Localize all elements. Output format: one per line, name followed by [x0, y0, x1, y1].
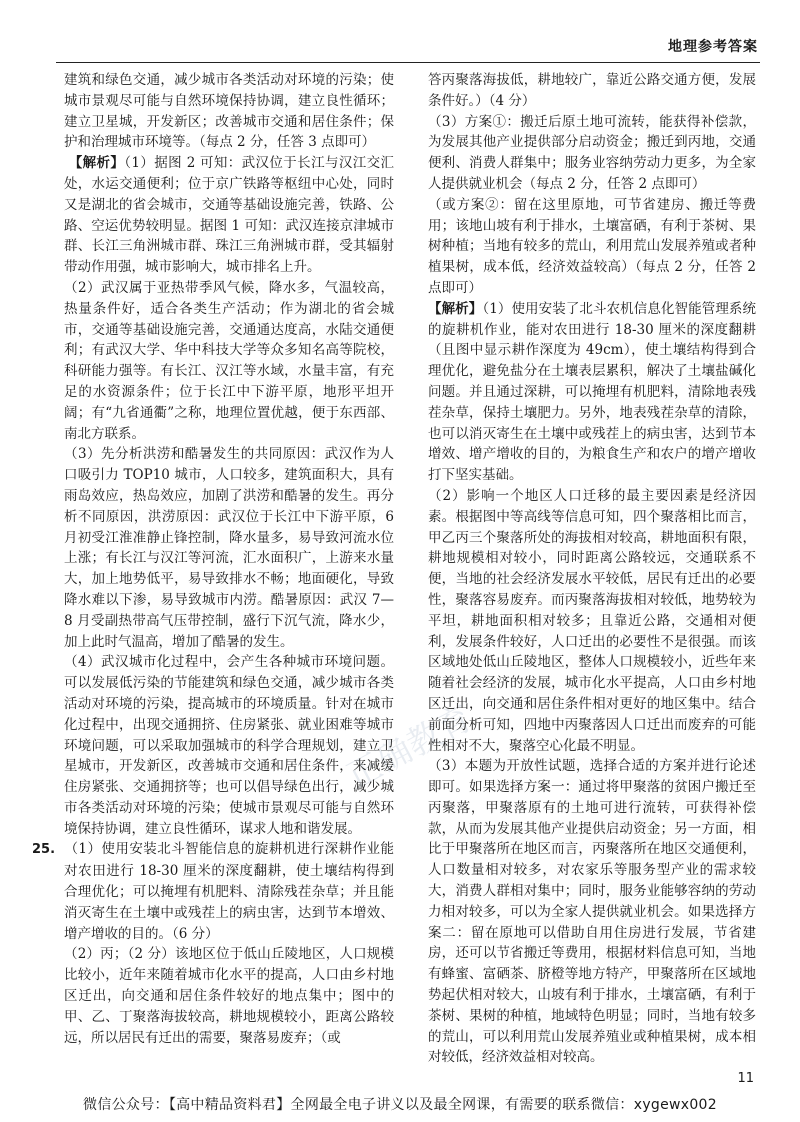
paragraph: （2）影响一个地区人口迁移的最主要因素是经济因素。根据图中等高线等信息可知，四个聚落相比而言，甲乙丙三个聚落所处的海拔相对较高，耕地面积有限，耕地规模相对较小，同时距离公路较远，交通联系不便，当地的社会经济发展水平较低，居民有迁出的必要性，聚落容易废弃。而丙聚落海拔相对较低，地势较为平坦，耕地面积相对较多；且靠近公路，交通相对便利，发展条件较好，人口迁出的必要性不是很强。而该区域地处低山丘陵地区，整体人口规模较小，近些年来随着社会经济的发展，城市化水平提高，人口由乡村地区迁出，向交通和居住条件相对更好的地区集中。结合前面分析可知，四地中丙聚落因人口迁出而废弃的可能性相对不大，聚落空心化最不明显。: [428, 487, 756, 754]
header-rule: [56, 62, 760, 63]
paragraph: 建筑和绿色交通，减少城市各类活动对环境的污染；使城市景观尽可能与自然环境保持协调，建立良性循环；建立卫星城，开发新区；改善城市交通和居住条件；保护和治理城市环境等。（每点 2 分，任答 3 点即可）: [64, 72, 394, 151]
paragraph: 答丙聚落海拔低，耕地较广，靠近公路交通方便，发展条件好。）（4 分）: [428, 72, 756, 109]
header-title: 地理参考答案: [668, 39, 758, 55]
paragraph: （3）本题为开放性试题，选择合适的方案并进行论述即可。如果选择方案一：通过将甲聚落的贫困户搬迁至丙聚落，甲聚落原有的土地可进行流转，可获得补偿款，从而为发展其他产业提供启动资金；另一方面，相比于甲聚落所在地区而言，丙聚落所在地区交通便利，人口数量相对较多，对农家乐等服务型产业的需求较大，消费人群相对集中；同时，服务业能够容纳的劳动力相对较多，可以为全家人提供就业机会。如果选择方案二：留在原地可以借助自用住房进行发展，节省建房，还可以节省搬迁等费用，根据材料信息可知，当地有蜂蜜、富硒茶、脐橙等地方特产，甲聚落所在区域地势起伏相对较大，山坡有利于排水，土壤富硒，有利于茶树、果树的种植，地域特色明显；同时，当地有较多的荒山，可以利用荒山发展养殖业或种植果树，成本相对较低，经济效益相对较高。: [428, 758, 756, 1066]
paragraph: （或方案②：留在这里原地，可节省建房、搬迁等费用；该地山坡有利于排水，土壤富硒，有利于茶树、果树种植；当地有较多的荒山，利用荒山发展养殖或者种植果树，成本低，经济效益较高）（每点 2 分，任答 2 点即可）: [428, 196, 756, 296]
analysis-tag: 【解析】: [428, 300, 483, 317]
paragraph: （2）武汉属于亚热带季风气候，降水多，气温较高，热量条件好，适合各类生产活动；作为湖北的省会城市，交通等基础设施完善，交通通达度高，水陆交通便利；有武汉大学、华中科技大学等众多知名高等院校，科研能力强等。有长江、汉江等水域，水量丰富，有充足的水资源条件；位于长江中下游平原，地形平坦开阔；有“九省通衢”之称，地理位置优越，便于东西部、南北方联系。: [64, 279, 394, 442]
question-25: [32, 839, 394, 944]
left-column: [32, 70, 395, 1048]
right-column: [428, 70, 756, 1068]
paragraph: （2）丙；（2 分）该地区位于低山丘陵地区，人口规模比较小，近年来随着城市化水平的提高，人口由乡村地区迁出，向交通和居住条件较好的地点集中；图中的甲、乙、丁聚落海拔较高，耕地规模较小，距离公路较远，所以居民有迁出的需要，聚落易废弃；（或: [64, 946, 394, 1046]
footer-text: 微信公众号：【高中精品资料君】全网最全电子讲义以及最全网课，有需要的联系微信：xygewx002: [83, 1097, 717, 1113]
analysis-tag: 【解析】: [68, 155, 125, 172]
question-number: 25.: [32, 842, 56, 858]
paragraph-text: （1）使用安装了北斗农机信息化智能管理系统的旋耕机作业，能对农田进行 18-30 厘米的深度翻耕（且图中显示耕作深度为 49cm），使土壤结构得到合理优化，避免盐分在土壤表层累积，解决了土壤盐碱化问题。并且通过深耕，可以掩埋有机肥料，清除地表残茬杂草，保持土壤肥力。另外，地表残茬杂草的清除，也可以消灭寄生在土壤中或残茬上的病虫害，达到节本增效、增产增收的目的，为粮食生产和农户的增产增收打下坚实基础。: [428, 300, 756, 484]
paragraph: （4）武汉城市化过程中，会产生各种城市环境问题。可以发展低污染的节能建筑和绿色交通，减少城市各类活动对环境的污染，提高城市的环境质量。针对在城市化过程中，出现交通拥挤、住房紧张、就业困难等城市环境问题，可以采取加强城市的科学合理规划，建立卫星城市，开发新区，改善城市交通和居住条件，来减缓住房紧张、交通拥挤等；也可以倡导绿色出行，减少城市各类活动对环境的污染；使城市景观尽可能与自然环境保持协调，建立良性循环，谋求人地和谐发展。: [64, 654, 394, 837]
paragraph-text: （1）使用安装北斗智能信息的旋耕机进行深耕作业能对农田进行 18-30 厘米的深度翻耕，使土壤结构得到合理优化；可以掩埋有机肥料、清除残茬杂草；并且能消灭寄生在土壤中或残茬上的病虫害，达到节本增效、增产增收的目的。（6 分）: [64, 841, 394, 942]
watermark: 正确教育: [340, 698, 480, 798]
page-number: 11: [737, 1071, 754, 1086]
paragraph: [428, 299, 756, 486]
paragraph: （3）先分析洪涝和酷暑发生的共同原因：武汉作为人口吸引力 TOP10 城市，人口较多，建筑面积大，具有雨岛效应，热岛效应，加剧了洪涝和酷暑的发生。再分析不同原因，洪涝原因：武汉位于长江中下游平原，6 月初受江淮准静止锋控制，降水量多，易导致河流水位上涨；有长江与汉江等河流，汇水面积广，上游来水量大，加上地势低平，易导致排水不畅；地面硬化，导致降水难以下渗，易导致城市内涝。酷暑原因：武汉 7—8 月受副热带高气压带控制，盛行下沉气流，降水少，加上此时气温高，增加了酷暑的发生。: [64, 446, 394, 650]
paragraph-text: （1）据图 2 可知：武汉位于长江与汉江交汇处，水运交通便利；位于京广铁路等枢纽中心处，同时又是湖北的省会城市，交通等基础设施完善，铁路、公路、空运优势较明显。据图 1 可知：武汉连接京津城市群、长江三角洲城市群、珠江三角洲城市群，受其辐射带动作用强，城市影响大，城市排名上升。: [64, 155, 395, 276]
paragraph: （3）方案①：搬迁后原土地可流转，能获得补偿款，为发展其他产业提供部分启动资金；搬迁到丙地，交通便利、消费人群集中；服务业容纳劳动力更多，为全家人提供就业机会（每点 2 分，任答 2 点即可）: [428, 113, 756, 192]
paragraph: [64, 153, 394, 278]
